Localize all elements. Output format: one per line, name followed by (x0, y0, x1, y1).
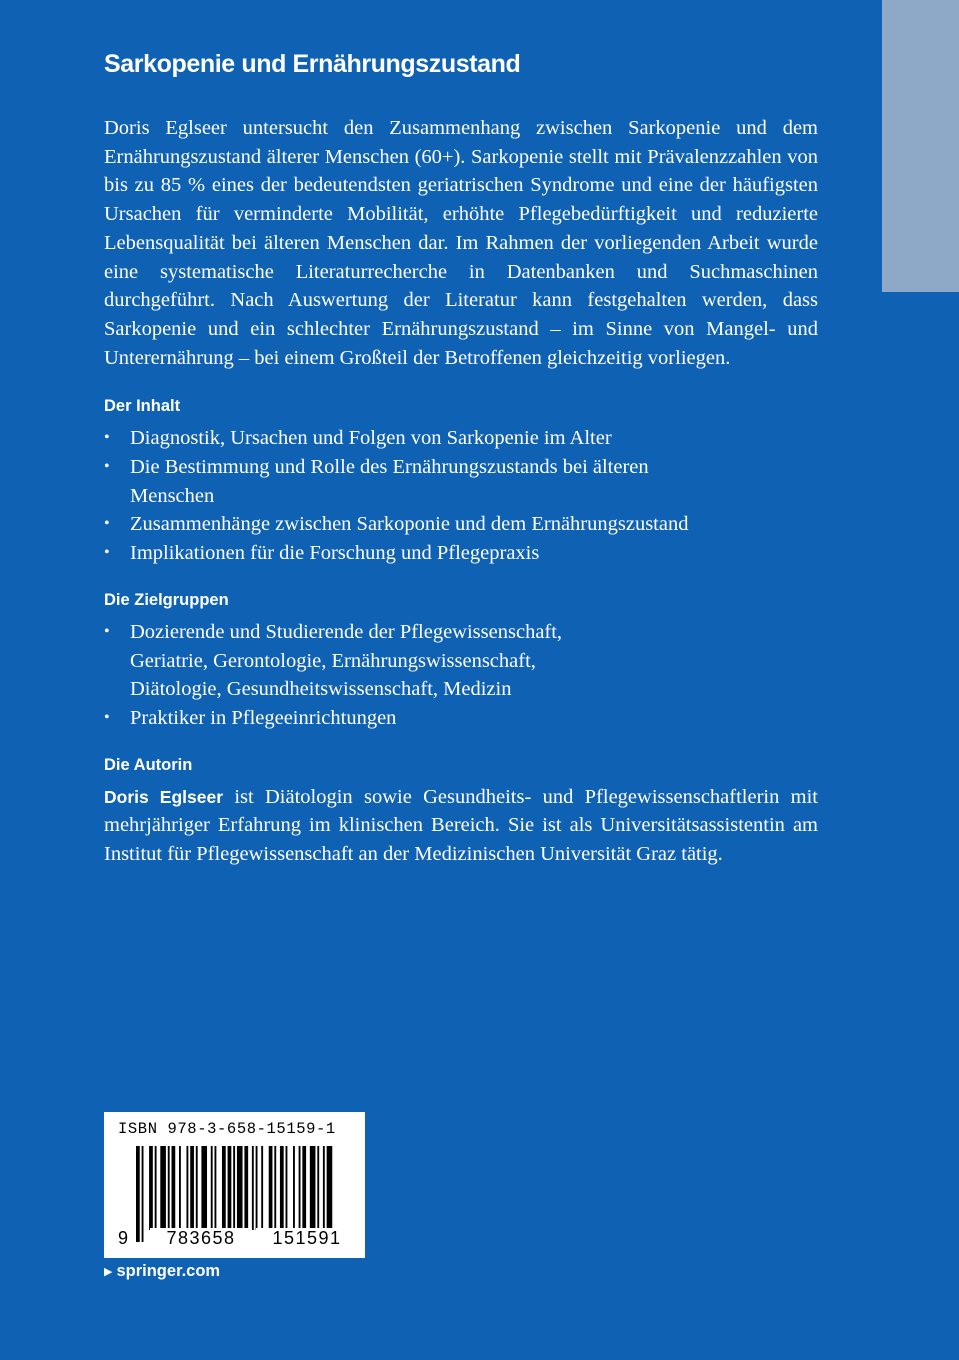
bullet-icon: • (104, 515, 110, 533)
barcode-bar (168, 1146, 170, 1230)
barcode-bar (256, 1146, 258, 1230)
barcode-bar (299, 1146, 301, 1230)
barcode-bar (228, 1146, 232, 1230)
bullet-icon: • (104, 622, 110, 640)
barcode-bar (317, 1146, 319, 1230)
barcode-bar (179, 1146, 181, 1230)
book-title: Sarkopenie und Ernährungszustand (104, 50, 521, 78)
list-item: • Praktiker in Pflegeeinrichtungen (104, 704, 818, 733)
barcode-bar (190, 1146, 194, 1230)
autorin-heading: Die Autorin (104, 755, 193, 774)
bullet-icon: • (104, 458, 110, 476)
bullet-icon: • (104, 429, 110, 447)
barcode-bar (222, 1146, 226, 1230)
isbn-number: ISBN 978-3-658-15159-1 (118, 1120, 336, 1138)
barcode-bar (252, 1146, 254, 1230)
author-bio-text: ist Diätologin sowie Gesundheits- und Pflegewissenschaftlerin mit mehrjähriger Erfahrung im klinischen Bereich. Sie ist als Universitätsassistentin am Institut für Pflegewissenschaft an der Medizinischen Universität Graz tätig. (104, 785, 818, 866)
ean-left-digits: 783658 (150, 1228, 252, 1249)
barcode-bar (155, 1146, 157, 1230)
barcode-bar (310, 1146, 316, 1230)
corner-tab (882, 0, 959, 292)
back-cover-content (104, 44, 818, 869)
barcode-bar (186, 1146, 188, 1230)
list-item: • Diagnostik, Ursachen und Folgen von Sarkopenie im Alter (104, 424, 818, 453)
inhalt-list (104, 424, 818, 568)
barcode-bar (293, 1146, 295, 1230)
bullet-icon: • (104, 708, 110, 726)
barcode-bar (215, 1146, 217, 1230)
list-item: • Implikationen für die Forschung und Pflegepraxis (104, 539, 818, 568)
barcode-bar (136, 1146, 140, 1242)
barcode-bar (142, 1146, 144, 1242)
bullet-icon: • (104, 544, 110, 562)
author-name: Doris Eglseer (104, 786, 224, 807)
list-item: • Dozierende und Studierende der Pflegewissenschaft, Geriatrie, Gerontologie, Ernährungswissenschaft, Diätologie, Gesundheitswissenschaft, Medizin (104, 618, 818, 704)
list-item: • Zusammenhänge zwischen Sarkoponie und dem Ernährungszustand (104, 510, 818, 539)
ean-right-digits: 151591 (256, 1228, 358, 1249)
zielgruppen-heading: Die Zielgruppen (104, 590, 229, 609)
ean-first-digit: 9 (118, 1228, 129, 1248)
barcode-bar (269, 1146, 273, 1230)
barcode-bar (280, 1146, 284, 1230)
barcode-bar (172, 1146, 176, 1230)
barcode-bar (323, 1146, 325, 1230)
barcode-bar (274, 1146, 276, 1230)
barcode-bar (201, 1146, 207, 1230)
barcode-bar (149, 1146, 153, 1230)
author-bio (104, 783, 818, 869)
barcode-bar (160, 1146, 166, 1230)
list-item: • Die Bestimmung und Rolle des Ernährungszustands bei älteren Menschen (104, 453, 818, 510)
barcode-bar (196, 1146, 198, 1230)
barcode-bar (286, 1146, 288, 1230)
book-description: Doris Eglseer untersucht den Zusammenhang zwischen Sarkopenie und dem Ernährungszustand älterer Menschen (60+). Sarkopenie stellt mit Prävalenzzahlen von bis zu 85 % eines der bedeutendsten geriatrischen Syndrome und eine der häufigsten Ursachen für verminderte Mobilität, erhöhte Pflegebedürftigkeit und reduzierte Lebensqualität bei älteren Menschen dar. Im Rahmen der vorliegenden Arbeit wurde eine systematische Literaturrecherche in Datenbanken und Suchmaschinen durchgeführt. Nach Auswertung der Literatur kann festgehalten werden, dass Sarkopenie und ein schlechter Ernährungszustand – im Sinne von Mangel- und Unterernährung – bei einem Großteil der Betroffenen gleichzeitig vorliegen. (104, 117, 818, 369)
play-arrow-icon: ▶ (104, 1266, 113, 1278)
inhalt-heading: Der Inhalt (104, 397, 181, 416)
publisher-link-text[interactable]: springer.com (116, 1262, 221, 1280)
zielgruppen-list (104, 618, 818, 733)
publisher-link[interactable] (104, 1262, 220, 1281)
barcode-bar (244, 1146, 248, 1230)
barcode-bar (261, 1146, 263, 1230)
isbn-barcode (104, 1112, 365, 1258)
barcode-bar (302, 1146, 306, 1230)
barcode-bar (211, 1146, 213, 1230)
